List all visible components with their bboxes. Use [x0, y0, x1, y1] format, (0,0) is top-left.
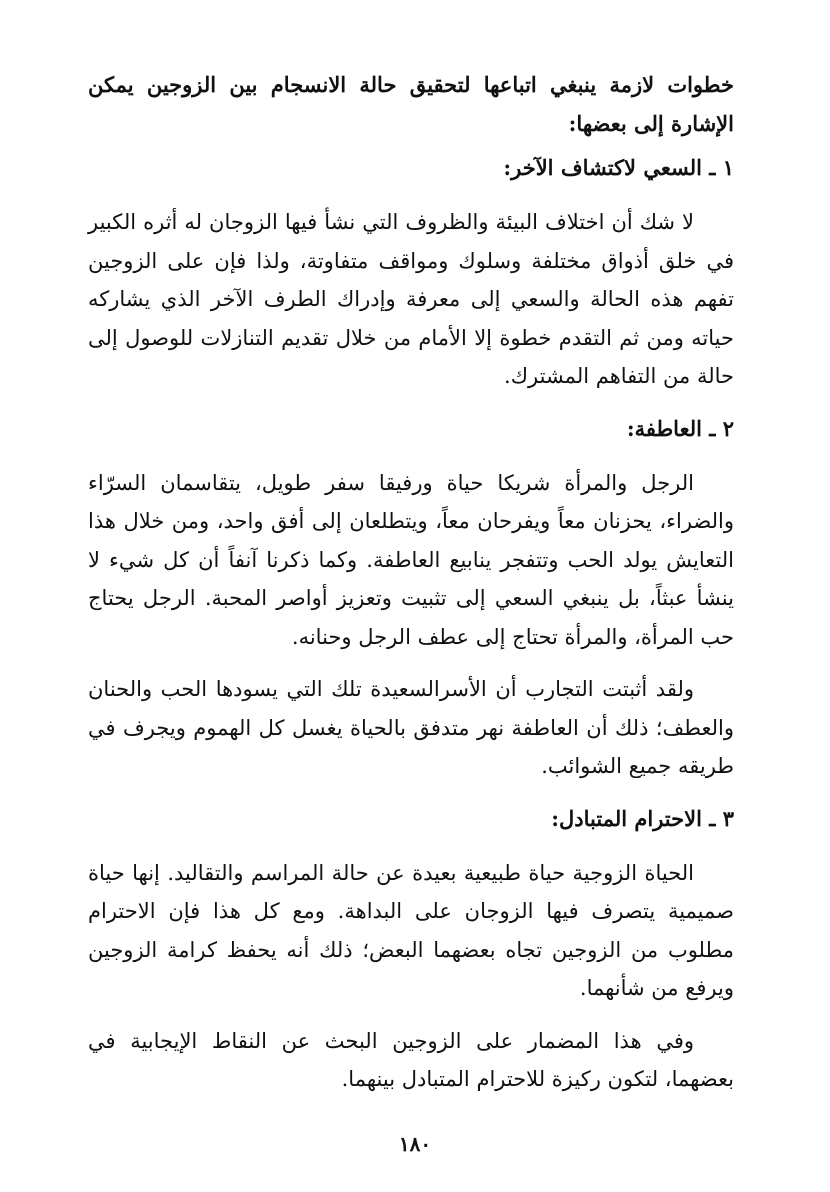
section-2-heading: ٢ ـ العاطفة:	[626, 415, 734, 441]
section-2-paragraph-2: ولقد أثبتت التجارب أن الأسرالسعيدة تلك التي يسودها الحب والحنان والعطف؛ ذلك أن العاطفة نهر متدفق بالحياة يغسل كل الهموم ويجرف في طريقه جميع الشوائب.	[88, 677, 734, 778]
section-3-paragraph-1: الحياة الزوجية حياة طبيعية بعيدة عن حالة المراسم والتقاليد. إنها حياة صميمية يتصرف فيها الزوجان على البداهة. ومع كل هذا فإن الاحترام مطلوب من الزوجين تجاه بعضهما البعض؛ ذلك أنه يحفظ كرامة الزوجين ويرفع من شأنهما.	[88, 860, 734, 1000]
page-body	[88, 66, 734, 1113]
intro-paragraph: خطوات لازمة ينبغي اتباعها لتحقيق حالة الانسجام بين الزوجين يمكن الإشارة إلى بعضها:	[88, 72, 734, 136]
section-1-heading: ١ ـ السعي لاكتشاف الآخر:	[503, 155, 734, 180]
section-1-paragraph-1: لا شك أن اختلاف البيئة والظروف التي نشأ فيها الزوجان له أثره الكبير في خلق أذواق مختلفة وسلوك ومواقف متفاوتة، ولذا فإن على الزوجين تفهم هذه الحالة والسعي إلى معرفة وإدراك الطرف الآخر الذي يشاركه حياته ومن ثم التقدم خطوة إلا الأمام من خلال تقديم التنازلات للوصول إلى حالة من التفاهم المشترك.	[88, 210, 734, 388]
section-3-heading: ٣ ـ الاحترام المتبادل:	[551, 805, 734, 831]
page-number: ١٨٠	[398, 1132, 432, 1156]
section-3-paragraph-2: وفي هذا المضمار على الزوجين البحث عن النقاط الإيجابية في بعضهما، لتكون ركيزة للاحترام المتبادل بينهما.	[88, 1028, 734, 1091]
section-2-paragraph-1: الرجل والمرأة شريكا حياة ورفيقا سفر طويل، يتقاسمان السرّاء والضراء، يحزنان معاً ويفرحان معاً، ويتطلعان إلى أفق واحد، ومن خلال هذا التعايش يولد الحب وتتفجر ينابيع العاطفة. وكما ذكرنا آنفاً أن كل شيء لا ينشأ عبثاً، بل ينبغي السعي إلى تثبيت وتعزيز أواصر المحبة. الرجل يحتاج حب المرأة، والمرأة تحتاج إلى عطف الرجل وحنانه.	[88, 470, 734, 649]
